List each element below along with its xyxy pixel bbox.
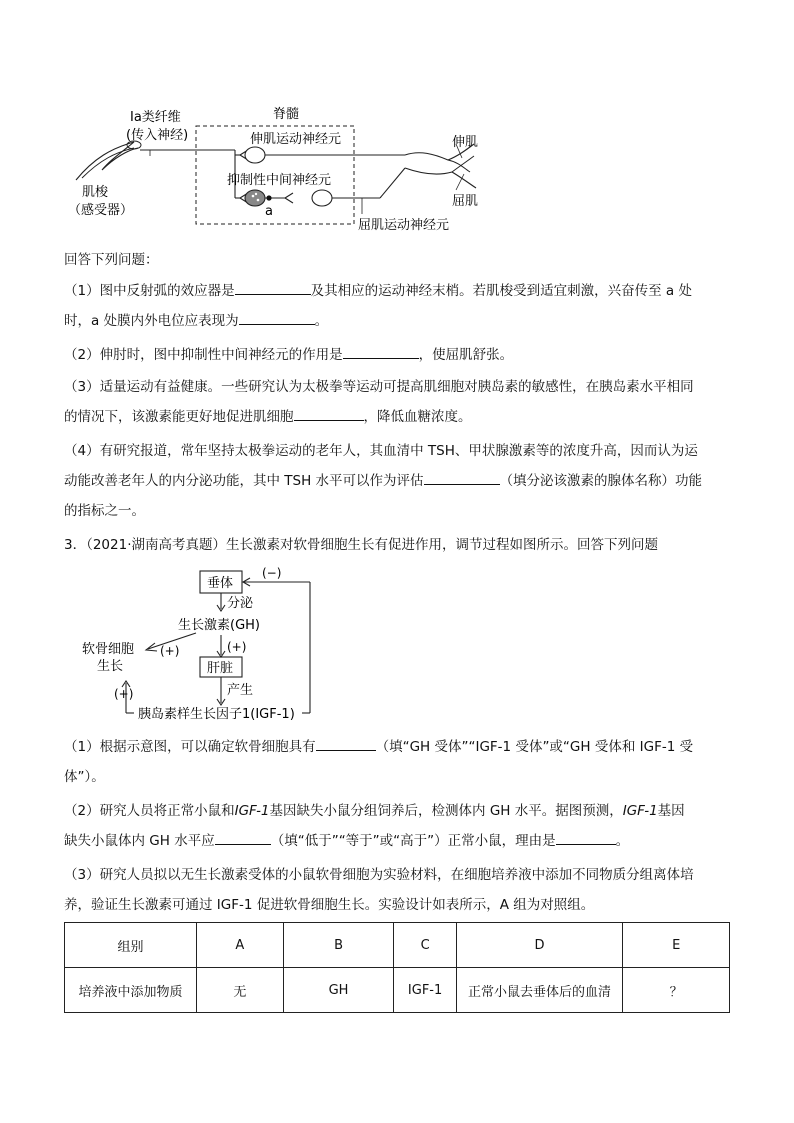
flexor-neuron-body	[312, 190, 332, 206]
cartilage-label-1: 软骨细胞	[82, 642, 135, 657]
table-cell: GH	[283, 968, 394, 1013]
produce-label: 产生	[227, 683, 254, 698]
table-row	[65, 968, 730, 1013]
pituitary-label: 垂体	[207, 576, 234, 591]
q4-paragraph: （4）有研究报道，常年坚持太极拳运动的老年人，其血清中 TSH、甲状腺激素等的浓度升高，因而认为运 动能改善老年人的内分泌功能，其中 TSH 水平可以作为评估 （填分泌该激素的腺体名称）功能 的指标之一。	[64, 443, 703, 519]
answer-blank[interactable]	[343, 344, 419, 359]
question-3-header: 3．（2021·湖南高考真题）生长激素对软骨细胞生长有促进作用，调节过程如图所示。回答下列问题	[64, 537, 658, 553]
igf-label: 胰岛素样生长因子1(IGF-1)	[138, 707, 295, 722]
gh-regulation-diagram	[76, 563, 336, 723]
extensor-neuron-body	[245, 147, 265, 163]
plus-sign: (+)	[227, 640, 247, 654]
gh-label: 生长激素(GH)	[178, 618, 260, 633]
table-cell: A	[197, 923, 284, 968]
extensor-motor-neuron-label: 伸肌运动神经元	[250, 132, 342, 147]
table-cell: 无	[197, 968, 284, 1013]
flexor-muscle-label: 屈肌	[452, 194, 479, 209]
receptor-label: （感受器）	[68, 203, 134, 218]
table-cell: C	[394, 923, 456, 968]
answer-blank[interactable]	[235, 280, 311, 295]
table-cell: D	[456, 923, 623, 968]
plus-sign: (+)	[114, 687, 134, 701]
fiber-label-2: (传入神经)	[126, 128, 189, 143]
extensor-muscle-label: 伸肌	[452, 135, 479, 150]
table-cell: 培养液中添加物质	[65, 968, 197, 1013]
table-header-row	[65, 923, 730, 968]
point-a-marker	[266, 195, 271, 200]
secrete-label: 分泌	[227, 596, 254, 611]
plus-sign: (+)	[160, 644, 180, 658]
muscle-spindle-label: 肌梭	[82, 185, 109, 200]
minus-sign: (−)	[262, 566, 282, 580]
table-cell: 组别	[65, 923, 197, 968]
table-cell: ？	[623, 968, 730, 1013]
table-cell: IGF-1	[394, 968, 456, 1013]
point-a-label: a	[265, 204, 273, 219]
intro-line: 回答下列问题：	[64, 252, 159, 268]
experiment-table	[64, 922, 730, 1013]
table-cell: B	[283, 923, 394, 968]
q2-paragraph: （2）伸肘时，图中抑制性中间神经元的作用是 ，使屈肌舒张。	[64, 340, 730, 370]
q3-part1-paragraph: （1）根据示意图，可以确定软骨细胞具有 （填“GH 受体”“IGF-1 受体”或“GH 受体和 IGF-1 受 体”）。	[64, 732, 730, 792]
answer-blank[interactable]	[424, 470, 500, 485]
answer-blank[interactable]	[316, 736, 376, 751]
q3-paragraph: （3）适量运动有益健康。一些研究认为太极拳等运动可提高肌细胞对胰岛素的敏感性，在胰岛素水平相同 的情况下，该激素能更好地促进肌细胞 ，降低血糖浓度。	[64, 379, 694, 425]
cartilage-label-2: 生长	[97, 659, 124, 674]
answer-blank[interactable]	[239, 310, 315, 325]
q3-part2-paragraph: （2）研究人员将正常小鼠和IGF-1基因缺失小鼠分组饲养后，检测体内 GH 水平。据图预测，IGF-1基因 缺失小鼠体内 GH 水平应 （填“低于”“等于”或“高于”）正常小鼠，理由是 。	[64, 803, 685, 849]
q3-part3-paragraph: （3）研究人员拟以无生长激素受体的小鼠软骨细胞为实验材料，在细胞培养液中添加不同物质分组离体培 养，验证生长激素可通过 IGF-1 促进软骨细胞生长。实验设计如表所示，A 组为对照组。	[64, 867, 694, 913]
answer-blank[interactable]	[294, 406, 364, 421]
table-cell: E	[623, 923, 730, 968]
reflex-arc-diagram	[60, 98, 500, 238]
q1-paragraph: （1）图中反射弧的效应器是 及其相应的运动神经末梢。若肌梭受到适宜刺激，兴奋传至 a 处 时，a 处膜内外电位应表现为 。	[64, 276, 730, 336]
inhibitory-interneuron-label: 抑制性中间神经元	[227, 173, 332, 188]
flexor-motor-neuron-label: 屈肌运动神经元	[358, 218, 450, 233]
interneuron-body	[245, 190, 265, 206]
spinal-cord-label: 脊髓	[273, 107, 300, 122]
answer-blank[interactable]	[556, 830, 616, 845]
fiber-label-1: Ⅰa类纤维	[130, 110, 181, 125]
table-cell: 正常小鼠去垂体后的血清	[456, 968, 623, 1013]
answer-blank[interactable]	[215, 830, 271, 845]
liver-label: 肝脏	[207, 661, 234, 676]
